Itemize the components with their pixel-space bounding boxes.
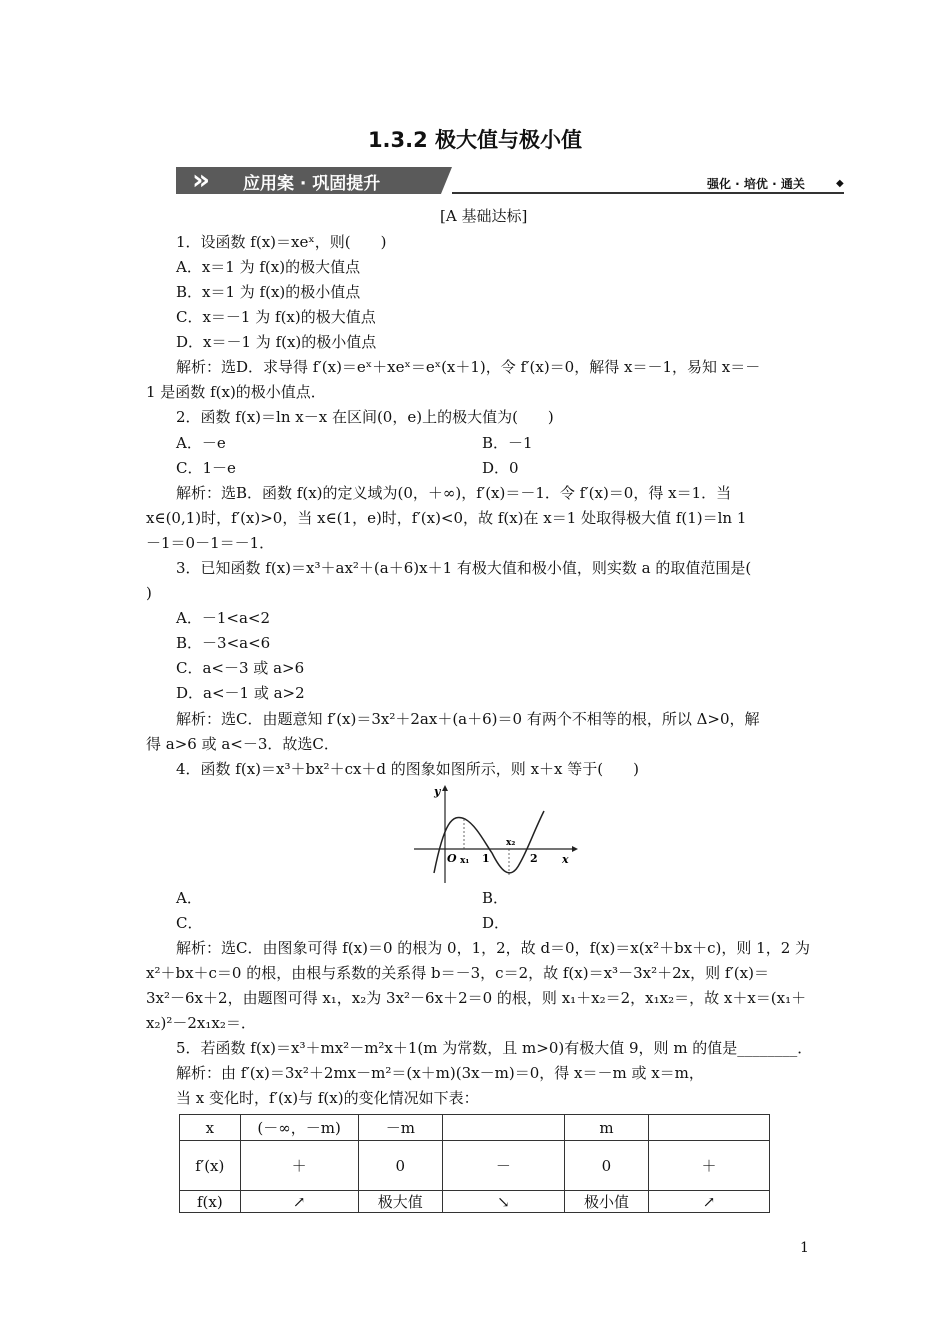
text-line: 得 a>6 或 a<－3．故选C．: [146, 735, 339, 753]
text-line: x∈(0,1)时，f′(x)>0，当 x∈(1，e)时，f′(x)<0，故 f(x)在 x＝1 处取得极大值 f(1)＝ln 1: [146, 509, 747, 527]
table-cell: (－∞，－m): [240, 1115, 358, 1141]
text-line: C．x＝－1 为 f(x)的极大值点: [176, 308, 376, 326]
text-line: B．x＝1 为 f(x)的极小值点: [176, 283, 361, 301]
text-line: D．x＝－1 为 f(x)的极小值点: [176, 333, 377, 351]
text-line: B．－3<a<6: [176, 634, 271, 652]
graph-x-label: x: [562, 853, 569, 866]
text-line: 解析：选D．求导得 f′(x)＝eˣ＋xeˣ＝eˣ(x＋1)，令 f′(x)＝0，解得 x＝－1，易知 x＝－: [176, 358, 761, 376]
cubic-function-graph: [410, 783, 580, 885]
table-cell: ↘: [442, 1191, 564, 1213]
table-cell: x: [180, 1115, 241, 1141]
text-line: x₂)²－2x₁x₂＝．: [146, 1014, 256, 1032]
table-cell: f′(x): [180, 1141, 241, 1191]
graph-x1-label: x₁: [460, 856, 470, 866]
graph-two-label: 2: [530, 852, 538, 865]
graph-one-label: 1: [482, 852, 490, 865]
text-line: 4．函数 f(x)＝x³＋bx²＋cx＋d 的图象如图所示，则 x＋x 等于( ): [176, 760, 639, 778]
text-line: 3．已知函数 f(x)＝x³＋ax²＋(a＋6)x＋1 有极大值和极小值，则实数 a 的取值范围是(: [176, 559, 752, 577]
text-line: A．－1<a<2: [176, 609, 270, 627]
text-line: B．: [482, 889, 509, 907]
text-line: 解析：选B．函数 f(x)的定义域为(0，＋∞)，f′(x)＝－1．令 f′(x)＝0，得 x＝1．当: [176, 484, 732, 502]
table-cell: 0: [564, 1141, 648, 1191]
table-cell: m: [564, 1115, 648, 1141]
text-line: A．x＝1 为 f(x)的极大值点: [176, 258, 361, 276]
table-cell: f(x): [180, 1191, 241, 1213]
table-cell: ↗: [240, 1191, 358, 1213]
variation-table: [179, 1114, 770, 1213]
table-cell: [649, 1115, 770, 1141]
table-cell: 极大值: [358, 1191, 442, 1213]
text-line: D．0: [482, 459, 519, 477]
table-cell: ＋: [240, 1141, 358, 1191]
text-line: 5．若函数 f(x)＝x³＋mx²－m²x＋1(m 为常数，且 m>0)有极大值 9，则 m 的值是________．: [176, 1039, 813, 1057]
graph-y-label: y: [434, 785, 441, 798]
section-heading: [A 基础达标]: [440, 207, 528, 225]
page-number: 1: [800, 1240, 809, 1256]
table-row: [180, 1191, 770, 1213]
graph-origin-label: O: [447, 852, 457, 865]
text-line: C．: [176, 914, 203, 932]
text-line: D．a<－1 或 a>2: [176, 684, 305, 702]
text-line: x²＋bx＋c＝0 的根，由根与系数的关系得 b＝－3，c＝2，故 f(x)＝x³－3x²＋2x，则 f′(x)＝: [146, 964, 769, 982]
header-motto: 强化 · 培优 · 通关: [707, 177, 805, 191]
text-line: C．a<－3 或 a>6: [176, 659, 305, 677]
header-rule: [452, 192, 844, 194]
diamond-icon: ◆: [836, 178, 844, 189]
text-line: 解析：选C．由图象可得 f(x)＝0 的根为 0，1，2，故 d＝0，f(x)＝x(x²＋bx＋c)，则 1，2 为: [176, 939, 811, 957]
text-line: B．－1: [482, 434, 533, 452]
text-line: A．: [176, 889, 202, 907]
text-line: A．－e: [176, 434, 226, 452]
text-line: 1 是函数 f(x)的极小值点．: [146, 383, 326, 401]
text-line: 3x²－6x＋2，由题图可得 x₁，x₂为 3x²－6x＋2＝0 的根，则 x₁＋x₂＝2，x₁x₂＝，故 x＋x＝(x₁＋: [146, 989, 807, 1007]
text-line: 当 x 变化时，f′(x)与 f(x)的变化情况如下表：: [176, 1089, 479, 1107]
table-cell: [442, 1115, 564, 1141]
text-line: 解析：由 f′(x)＝3x²＋2mx－m²＝(x＋m)(3x－m)＝0，得 x＝－m 或 x＝m，: [176, 1064, 704, 1082]
page-title: 1.3.2 极大值与极小值: [367, 128, 583, 152]
text-line: 2．函数 f(x)＝ln x－x 在区间(0，e)上的极大值为( ): [176, 408, 554, 426]
text-line: 解析：选C．由题意知 f′(x)＝3x²＋2ax＋(a＋6)＝0 有两个不相等的根，所以 Δ>0，解: [176, 710, 760, 728]
table-row: [180, 1115, 770, 1141]
table-cell: ＋: [649, 1141, 770, 1191]
chevron-right-icon: »: [192, 163, 211, 196]
table-row: [180, 1141, 770, 1191]
text-line: C．1－e: [176, 459, 236, 477]
table-cell: －m: [358, 1115, 442, 1141]
text-line: －1＝0－1＝－1．: [146, 534, 275, 552]
text-line: ): [146, 584, 152, 602]
text-line: D．: [482, 914, 510, 932]
table-cell: ↗: [649, 1191, 770, 1213]
table-cell: 0: [358, 1141, 442, 1191]
text-line: 1．设函数 f(x)＝xeˣ，则( ): [176, 233, 387, 251]
banner-label: 应用案 · 巩固提升: [243, 174, 381, 194]
graph-x2-label: x₂: [506, 838, 516, 848]
table-cell: 极小值: [564, 1191, 648, 1213]
table-cell: －: [442, 1141, 564, 1191]
